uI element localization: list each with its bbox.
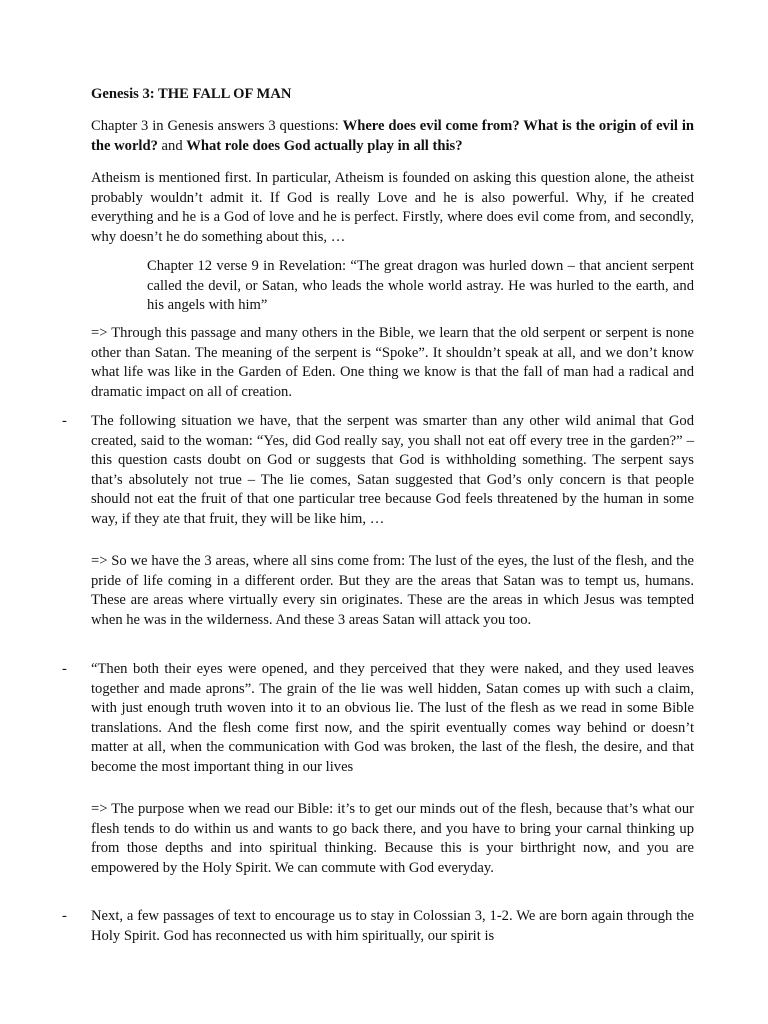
bullet-marker-1: - — [62, 413, 67, 429]
document-title: Genesis 3: THE FALL OF MAN — [91, 86, 292, 102]
atheism-paragraph: Atheism is mentioned first. In particular, Atheism is founded on asking this question alone, the atheist probably wouldn’t admit it. If God is really Love and he is also powerful. Why, if he created everything and he is a God of love and he is perfect. Firstly, where does evil come from, and secondly, why doesn’t he do something about this, … — [91, 170, 694, 245]
bullet-item-serpent-question: The following situation we have, that the serpent was smarter than any other wild animal that God created, said to the woman: “Yes, did God really say, you shall not eat off every tree in the garden?” – this question casts doubt on God or suggests that God is withholding something. The serpent says that’s absolutely not true – The lie comes, Satan suggested that God’s only concern is that people should not eat the fruit of that one particular tree because God feels threatened by the human in some way, if they ate that fruit, they will be like him, … — [91, 413, 694, 527]
intro-joiner: and — [157, 137, 187, 154]
three-areas-paragraph: => So we have the 3 areas, where all sins come from: The lust of the eyes, the lust of the flesh, and the pride of life coming in a different order. But they are the areas that Satan was to tempt us, humans. These are areas where virtually every sin originates. These are the areas in which Jesus was tempted when he was in the wilderness. And these 3 areas Satan will attack you too. — [91, 553, 694, 628]
bullet-item-colossians: Next, a few passages of text to encourage us to stay in Colossian 3, 1-2. We are born again through the Holy Spirit. God has reconnected us with him spiritually, our spirit is — [91, 908, 694, 944]
purpose-paragraph: => The purpose when we read our Bible: it’s to get our minds out of the flesh, because that’s what our flesh tends to do within us and wants to go back there, and you have to bring your carnal thinking up from those depths and into spiritual thinking. Because this is your birthright now, and you are empowered by the Holy Spirit. We can commute with God everyday. — [91, 801, 694, 876]
bullet-marker-3: - — [62, 908, 67, 924]
intro-paragraph — [91, 117, 694, 156]
bullet-item-eyes-opened: “Then both their eyes were opened, and they perceived that they were naked, and they used leaves together and made aprons”. The grain of the lie was well hidden, Satan comes up with such a claim, with just enough truth woven into it to an obvious lie. The lust of the flesh as we read in some Bible translations. And the flesh come first now, and the spirit eventually comes way behind or doesn’t matter at all, when the communication with God was broken, the last of the flesh, the desire, and that become the most important thing in our lives — [91, 661, 694, 775]
intro-lead: Chapter 3 in Genesis answers 3 questions: — [91, 118, 343, 134]
serpent-paragraph: => Through this passage and many others in the Bible, we learn that the old serpent or serpent is none other than Satan. The meaning of the serpent is “Spoke”. It shouldn’t speak at all, and we don’t know what life was like in the Garden of Eden. One thing we know is that the fall of man had a radical and dramatic impact on all of creation. — [91, 325, 694, 400]
revelation-quote: Chapter 12 verse 9 in Revelation: “The great dragon was hurled down – that ancient serpent called the devil, or Satan, who leads the whole world astray. He was hurled to the earth, and his angels with him” — [147, 258, 694, 314]
bullet-marker-2: - — [62, 661, 67, 677]
intro-question-role: What role does God actually play in all this? — [186, 137, 463, 154]
intro-question-origin: Where does evil come from? What is the origin of evil in the world? — [91, 118, 694, 154]
